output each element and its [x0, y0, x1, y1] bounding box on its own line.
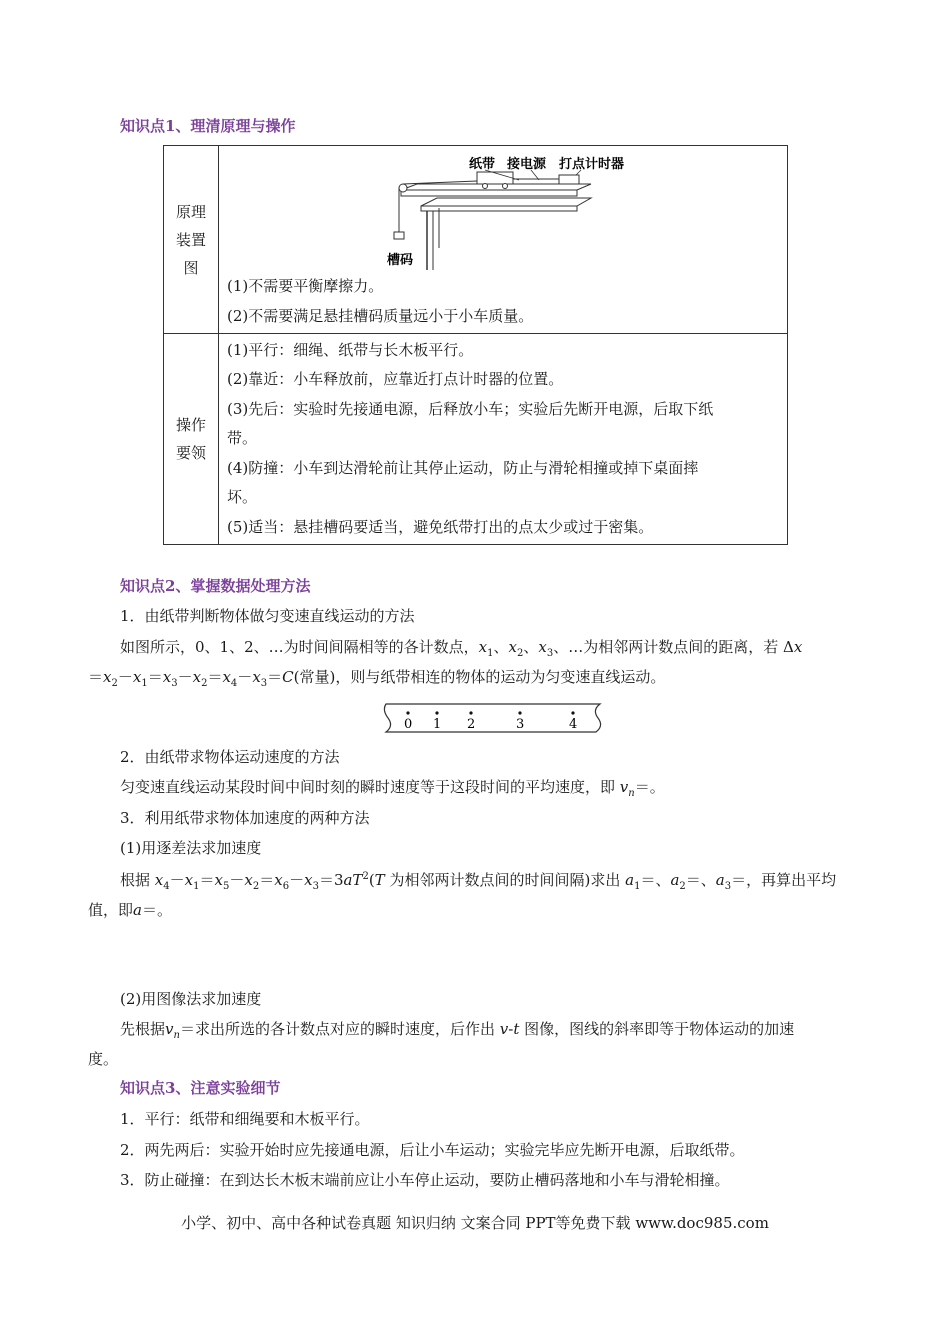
text-run: ＝。	[634, 778, 665, 796]
tape-label: 3	[516, 717, 525, 732]
text-run: ＝。	[141, 901, 172, 919]
text-run: (常量)，则与纸带相连的物体的运动为匀变速直线运动。	[293, 668, 666, 686]
table-row	[164, 334, 788, 545]
text-run: 先根据	[120, 1020, 166, 1038]
subsection-title: (1)用逐差法求加速度	[120, 839, 262, 857]
text-run: 如图所示，0、1、2、…为时间间隔相等的各计数点，	[120, 638, 479, 656]
tape-label: 4	[569, 717, 578, 732]
tape-label: 1	[433, 717, 442, 732]
table-top	[421, 198, 591, 206]
text-run: 根据	[120, 871, 151, 889]
list-item: 3．防止碰撞：在到达长木板末端前应让小车停止运动，要防止槽码落地和小车与滑轮相撞。	[120, 1171, 730, 1189]
text-run: 匀变速直线运动某段时间中间时刻的瞬时速度等于这段时间的平均速度，即	[120, 778, 616, 796]
timer	[559, 175, 579, 184]
weight	[394, 232, 404, 239]
tape-dot	[406, 711, 409, 714]
apparatus-figure	[227, 148, 779, 272]
operation-line: (1)平行：细绳、纸带与长木板平行。	[227, 340, 474, 359]
label-weight: 槽码	[387, 252, 414, 267]
tape-label: 2	[467, 717, 476, 732]
text-run: 图像，图线的斜率即等于物体运动的加速	[524, 1020, 795, 1038]
cart-wheel	[503, 184, 508, 189]
kp2-heading: 知识点2、掌握数据处理方法	[120, 577, 311, 595]
label-timer: 打点计时器	[559, 156, 625, 171]
pulley	[399, 184, 407, 192]
paragraph-line: 值，即a＝。	[88, 901, 172, 919]
operation-line: (3)先后：实验时先接通电源，后释放小车；实验后先断开电源，后取下纸	[227, 399, 714, 418]
section-title: 2．由纸带求物体运动速度的方法	[120, 748, 340, 766]
board-edge	[401, 190, 577, 196]
paragraph-line: 如图所示，0、1、2、…为时间间隔相等的各计数点，$x_1$、$x_2$、$x_3$、…为相邻两计数点间的距离，若 Δx	[120, 638, 803, 659]
operation-line: 坏。	[227, 488, 258, 507]
label-power: 接电源	[507, 156, 547, 171]
text-run: 为相邻两计数点间的时间间隔)求出	[389, 871, 621, 889]
operation-line: (2)靠近：小车释放前，应靠近打点计时器的位置。	[227, 370, 564, 389]
list-item: 1．平行：纸带和细绳要和木板平行。	[120, 1110, 370, 1128]
text-run: ，再算出平均	[746, 871, 837, 889]
tape-dot	[435, 711, 438, 714]
row-label-principle	[164, 146, 219, 334]
paragraph-line: $=x_2-x_1=x_3-x_2=x_4-x_3=C$(常量)，则与纸带相连的物体的运动为匀变速直线运动。	[88, 668, 666, 689]
table-edge	[421, 206, 577, 211]
kp1-heading: 知识点1、理清原理与操作	[120, 117, 296, 135]
row-label-operation	[164, 334, 219, 545]
table-row	[164, 146, 788, 334]
text-run: ＝求出所选的各计数点对应的瞬时速度，后作出	[179, 1020, 495, 1038]
section-title: 1．由纸带判断物体做匀变速直线运动的方法	[120, 607, 415, 625]
label-tape: 纸带	[469, 156, 496, 171]
label-line: 原理	[175, 202, 206, 221]
operation-line: (5)适当：悬挂槽码要适当，避免纸带打出的点太少或过于密集。	[227, 517, 654, 536]
paper-tape-figure	[380, 701, 610, 735]
tape-dot	[571, 711, 574, 714]
kp3-heading: 知识点3、注意实验细节	[120, 1079, 281, 1097]
list-item: 2．两先两后：实验开始时应先接通电源，后让小车运动；实验完毕应先断开电源，后取纸带。	[120, 1141, 745, 1159]
label-line: 操作	[175, 416, 206, 434]
tape-dot	[518, 711, 521, 714]
paragraph-line: 先根据$v_n=$求出所选的各计数点对应的瞬时速度，后作出 v-t 图像，图线的斜率即等于物体运动的加速	[120, 1020, 795, 1041]
principle-item: (2)不需要满足悬挂槽码质量远小于小车质量。	[227, 306, 534, 325]
label-line: 要领	[175, 444, 206, 462]
label-line: 图	[183, 258, 199, 277]
tape-dot	[469, 711, 472, 714]
apparatus-diagram	[381, 148, 801, 272]
operation-line: (4)防撞：小车到达滑轮前让其停止运动，防止与滑轮相撞或掉下桌面摔	[227, 458, 699, 477]
page-footer: 小学、初中、高中各种试卷真题 知识归纳 文案合同 PPT等免费下载 www.doc985.com	[181, 1214, 769, 1232]
principle-item: (1)不需要平衡摩擦力。	[227, 277, 384, 295]
tape-label: 0	[404, 717, 413, 732]
row-content-principle	[219, 146, 788, 334]
paragraph-line: 根据 $x_4-x_1=x_5-x_2=x_6-x_3=3aT^2(T$ 为相邻两计数点间的时间间隔)求出 $a_1=$、$a_2=$、$a_3=$，再算出平均	[120, 871, 837, 892]
cart-wheel	[483, 184, 488, 189]
text-run: 、…为相邻两计数点间的距离，若 Δ	[553, 638, 794, 656]
text-run: 值，即	[88, 901, 134, 919]
row-content-operation	[219, 334, 788, 545]
cart	[477, 172, 513, 184]
board-top	[401, 184, 591, 190]
text-run: x	[793, 638, 803, 656]
operation-line: 带。	[227, 429, 258, 448]
principle-table	[163, 145, 788, 545]
paragraph-line: 度。	[88, 1050, 119, 1068]
subsection-title: (2)用图像法求加速度	[120, 990, 262, 1008]
paragraph-line: 匀变速直线运动某段时间中间时刻的瞬时速度等于这段时间的平均速度，即 $v_n=$。	[120, 778, 665, 799]
section-title: 3．利用纸带求物体加速度的两种方法	[120, 809, 370, 827]
label-line: 装置	[175, 230, 206, 249]
